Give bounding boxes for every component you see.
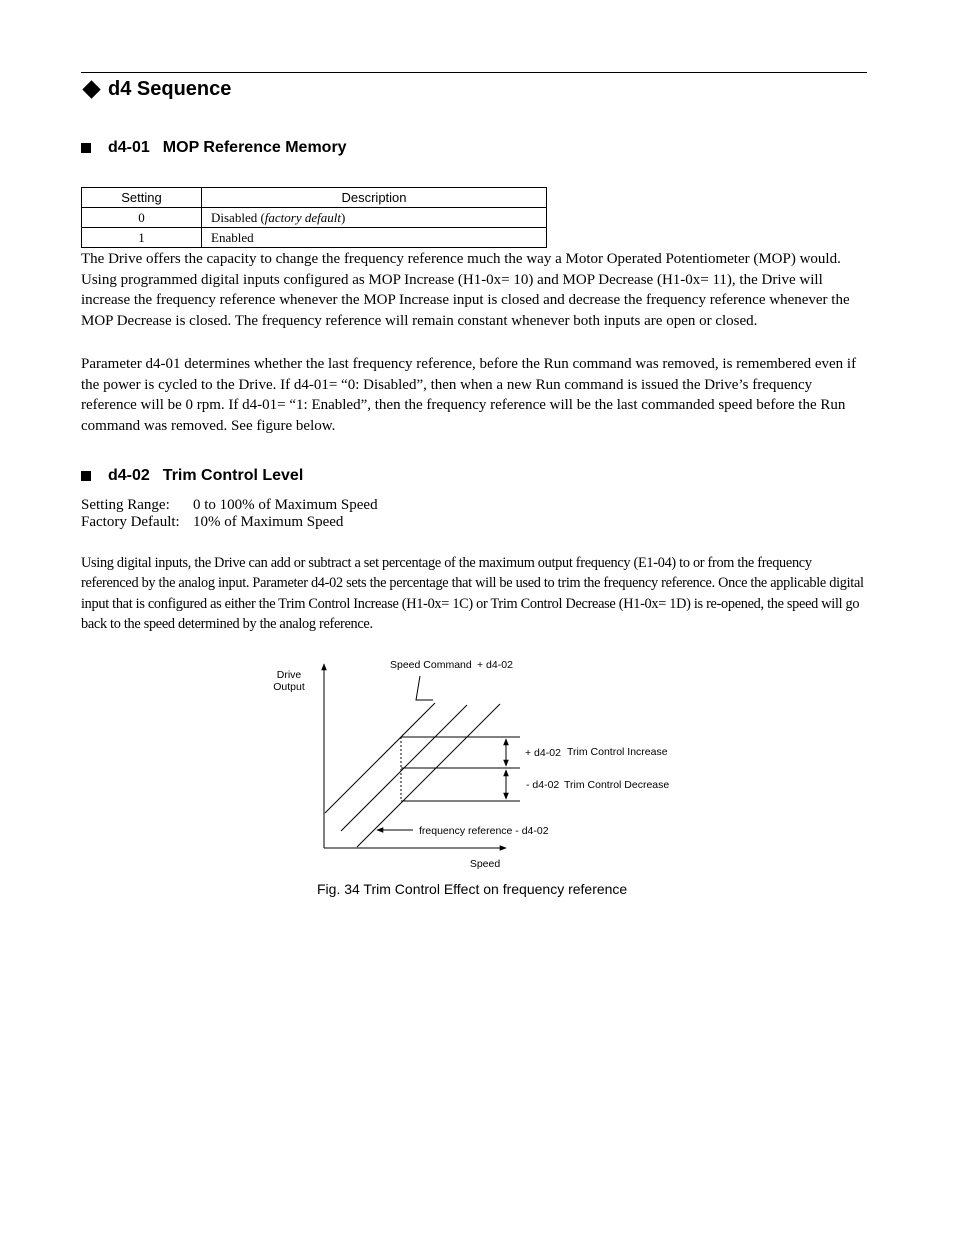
desc-tail: ): [340, 209, 346, 225]
mop-paragraph-1: The Drive offers the capacity to change the frequency reference much the way a Motor Operated Potentiometer (MOP) would. Using programmed digital inputs configured as MOP Increase (H1-0x= 10) and MOP Decrease (H1-0x= 11), the Drive will increase the frequency reference whenever the MOP Increase input is closed and decrease the frequency reference whenever the MOP Decrease is closed. The frequency reference will remain constant whenever both inputs are open or closed.: [81, 251, 850, 329]
factory-default-value: 10% of Maximum Speed: [193, 514, 344, 530]
desc-text: Disabled (: [211, 209, 265, 225]
figure-caption: Fig. 34 Trim Control Effect on frequency reference: [317, 881, 628, 897]
settings-table: [81, 187, 547, 248]
square-bullet-icon: [81, 143, 91, 153]
trim-control-figure: [0, 650, 954, 880]
setting-range: [81, 497, 378, 514]
param-heading-d4-02: [81, 466, 303, 486]
param-title: MOP Reference Memory: [162, 139, 347, 156]
speed-command-callout: [416, 676, 433, 700]
section-title: d4 Sequence: [108, 78, 232, 100]
table-cell-setting: 1: [82, 228, 202, 248]
table-cell-description: [202, 208, 547, 228]
line-speed-command-plus: [325, 703, 435, 813]
square-bullet-icon: [81, 471, 91, 481]
speed-command-plus-label: + d4-02: [477, 659, 513, 671]
trim-increase-label: Trim Control Increase: [567, 746, 668, 758]
freq-ref-minus-label: frequency reference - d4-02: [419, 825, 549, 837]
param-title: Trim Control Level: [162, 467, 304, 484]
top-rule: [81, 72, 867, 73]
table-cell-setting: 0: [82, 208, 202, 228]
table-header-setting: Setting: [82, 188, 202, 208]
plus-d402-label: + d4-02: [525, 747, 561, 759]
y-axis-label-line1: Drive: [276, 669, 302, 681]
table-header-description: Description: [202, 188, 547, 208]
desc-emphasis: factory default: [264, 209, 341, 225]
table-row: [82, 228, 547, 248]
mop-paragraph-2: Parameter d4-01 determines whether the last frequency reference, before the Run command was removed, is remembered even if the power is cycled to the Drive. If d4-01= “0: Disabled”, then when a new Run command is issued the Drive’s frequency reference will be 0 rpm. If d4-01= “1: Enabled”, then the frequency reference will be the last commanded speed before the Run command was removed. See figure below.: [81, 356, 857, 434]
minus-d402-label: - d4-02: [526, 779, 560, 791]
diamond-icon: [82, 80, 100, 98]
setting-range-value: 0 to 100% of Maximum Speed: [193, 497, 378, 513]
section-heading: [81, 76, 231, 102]
speed-command-label: Speed Command: [390, 659, 472, 671]
factory-default: [81, 514, 343, 531]
x-axis-label: Speed: [469, 858, 501, 870]
table-cell-description: Enabled: [202, 228, 547, 248]
table-header-row: [82, 188, 547, 208]
param-heading-d4-01: [81, 138, 347, 158]
trim-decrease-label: Trim Control Decrease: [564, 779, 670, 791]
table-row: [82, 208, 547, 228]
param-code: d4-01: [108, 139, 150, 156]
trim-paragraph: Using digital inputs, the Drive can add or subtract a set percentage of the maximum output frequency (E1-04) to or from the frequency referenced by the analog input. Parameter d4-02 sets the percentage that will be used to trim the frequency reference. Once the applicable digital input that is configured as either the Trim Control Increase (H1-0x= 1C) or Trim Control Decrease (H1-0x= 1D) is re-opened, the speed will go back to the speed determined by the analog reference.: [81, 555, 864, 632]
y-axis-label-line2: Output: [273, 681, 305, 693]
setting-range-label: Setting Range:: [81, 497, 170, 513]
param-code: d4-02: [108, 467, 150, 484]
factory-default-label: Factory Default:: [81, 514, 180, 530]
